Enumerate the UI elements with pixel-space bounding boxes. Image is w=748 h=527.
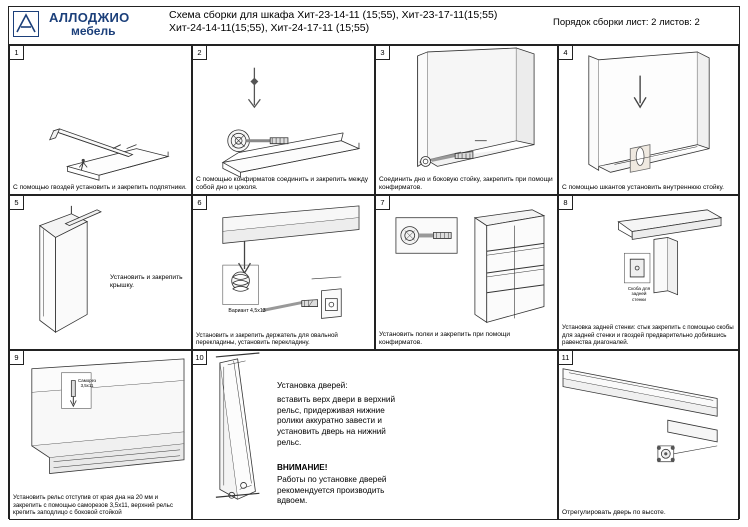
brand (49, 11, 164, 43)
panel-1-illustration (10, 46, 191, 194)
panel-2-illustration (193, 46, 374, 194)
page-title-line2: Хит-24-14-11(15;55), Хит-24-17-11 (15;55) (169, 22, 370, 35)
panel-number: 8 (559, 196, 573, 210)
panel-number: 10 (193, 351, 207, 365)
panel-9-caption: Установить рельс отступив от края дна на 20 мм и закрепить с помощью саморезов 3,5х11, верхний рельс крепить заподлицо с боковой стойкой (13, 494, 173, 517)
panel-5-inner-label: Установить и закрепить крышку. (110, 274, 183, 290)
panel-4-illustration (559, 46, 738, 194)
panel-number: 2 (193, 46, 207, 60)
header (9, 7, 739, 45)
panel-4 (558, 45, 739, 195)
page-title-line1: Схема сборки для шкафа Хит-23-14-11 (15;55), Хит-23-17-11(15;55) (169, 9, 498, 21)
brand-subtitle: мебель (71, 23, 116, 38)
panel-5 (9, 195, 192, 350)
panel-7-caption: Установить полки и закрепить при помощи конфирматов. (379, 330, 511, 346)
panel-10 (192, 350, 558, 520)
panel-number: 7 (376, 196, 390, 210)
panel-3 (375, 45, 558, 195)
panel-number: 4 (559, 46, 573, 60)
panel-number: 6 (193, 196, 207, 210)
sheet-border (8, 6, 740, 519)
panel-number: 1 (10, 46, 24, 60)
panel-number: 5 (10, 196, 24, 210)
panel-9 (9, 350, 192, 520)
page-title (169, 9, 559, 35)
panel-1 (9, 45, 192, 195)
panel-1-caption: С помощью гвоздей установить и закрепить подпятники. (13, 183, 187, 191)
sheet-order-info: Порядок сборки лист: 2 листов: 2 (553, 17, 700, 28)
panel-number: 11 (559, 351, 573, 365)
panel-number: 3 (376, 46, 390, 60)
panel-6-caption: Установить и закрепить держатель для овальной перекладины, установить перекладину. (196, 331, 338, 347)
panel-7-illustration (376, 196, 557, 349)
panel-8-part-label: Скоба для задней стенки (627, 286, 651, 302)
panel-2 (192, 45, 375, 195)
panel-2-caption: С помощью конфирматов соединить и закрепить между собой дно и цоколя. (196, 175, 369, 191)
panel-11-illustration (559, 351, 738, 519)
panel-10-doors-title: Установка дверей: (277, 381, 348, 390)
panel-4-caption: С помощью шкантов установить внутреннюю стойку. (562, 183, 724, 191)
company-logo-icon (13, 11, 39, 37)
panel-6 (192, 195, 375, 350)
brand-name: АЛЛОДЖИО (49, 10, 130, 25)
panel-9-part-label: Саморез 3,5х11 (78, 378, 96, 388)
panel-3-illustration (376, 46, 557, 194)
panel-6-part-label: Вариант 4,5х13 (228, 308, 266, 314)
panel-8-caption: Установка задней стенки: стык закрепить с помощью скобы для задней стенки и гвоздей предварительно добившись равенства диагоналей. (562, 324, 734, 347)
panel-10-doors-body: вставить верх двери в верхний рельс, придерживая нижние ролики аккуратно завести и установить дверь на нижний рельс. (277, 395, 396, 447)
panel-5-illustration (10, 196, 191, 349)
panel-11-caption: Отрегулировать дверь по высоте. (562, 508, 666, 516)
panel-11 (558, 350, 739, 520)
panel-10-warning-title: ВНИМАНИЕ! (277, 463, 328, 472)
panel-8 (558, 195, 739, 350)
panel-10-warning-body: Работы по установке дверей рекомендуется производить вдвоем. (277, 475, 387, 506)
panel-3-caption: Соединить дно и боковую стойку, закрепить при помощи конфирматов. (379, 175, 553, 191)
panel-6-illustration (193, 196, 374, 349)
panel-number: 9 (10, 351, 24, 365)
panel-7 (375, 195, 558, 350)
